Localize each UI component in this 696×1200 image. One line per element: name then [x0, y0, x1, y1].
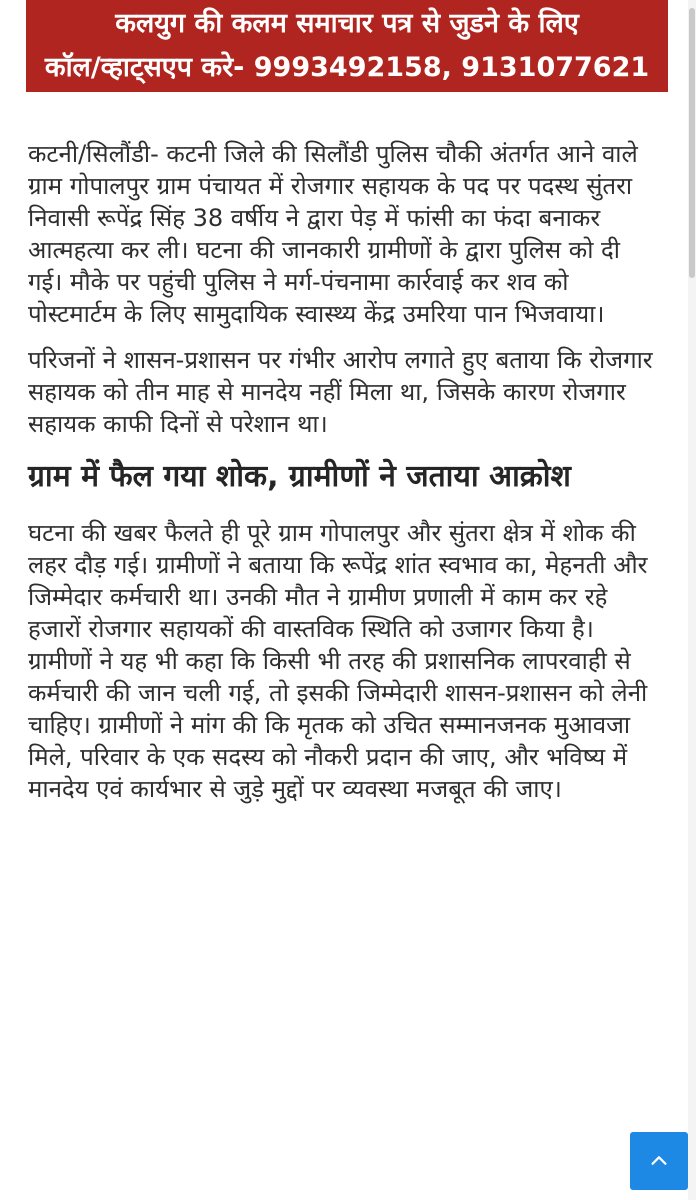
article-paragraph-3: घटना की खबर फैलते ही पूरे ग्राम गोपालपुर और सुंतरा क्षेत्र में शोक की लहर दौड़ गई। ग्रामीणों ने बताया कि रूपेंद्र शांत स्वभाव का, मेहनती और जिम्मेदार कर्मचारी था। उनकी मौत ने ग्रामीण प्रणाली में काम कर रहे हजारों रोजगार सहायकों की वास्तविक स्थिति को उजागर किया है। ग्रामीणों ने यह भी कहा कि किसी भी तरह की प्रशासनिक लापरवाही से कर्मचारी की जान चली गई, तो इसकी जिम्मेदारी शासन-प्रशासन को लेनी चाहिए। ग्रामीणों ने मांग की कि मृतक को उचित सम्मानजनक मुआवजा मिले, परिवार के एक सदस्य को नौकरी प्रदान की जाए, और भविष्य में मानदेय एवं कार्यभार से जुड़े मुद्दों पर व्यवस्था मजबूत की जाए।: [28, 519, 648, 803]
promo-banner: [26, 0, 668, 92]
banner-contact-line: कॉल/व्हाट्सएप करे- 9993492158, 9131077621: [44, 52, 650, 83]
article-subheading: ग्राम में फैल गया शोक, ग्रामीणों ने जताया आक्रोश: [28, 459, 571, 494]
article-body: [28, 138, 656, 819]
chevron-up-icon: [648, 1150, 670, 1172]
scrollbar-thumb[interactable]: [689, 8, 695, 278]
banner-line-1: कलयुग की कलम समाचार पत्र से जुडने के लिए: [115, 8, 579, 39]
article-paragraph-2: परिजनों ने शासन-प्रशासन पर गंभीर आरोप लगाते हुए बताया कि रोजगार सहायक को तीन माह से मानदेय नहीं मिला था, जिसके कारण रोजगार सहायक काफी दिनों से परेशान था।: [28, 346, 653, 438]
scroll-to-top-button[interactable]: [630, 1132, 688, 1190]
article-paragraph-1: कटनी/सिलौंडी- कटनी जिले की सिलौंडी पुलिस चौकी अंतर्गत आने वाले ग्राम गोपालपुर ग्राम पंचायत में रोजगार सहायक के पद पर पदस्थ सुंतरा निवासी रूपेंद्र सिंह 38 वर्षीय ने द्वारा पेड़ में फांसी का फंदा बनाकर आत्महत्या कर ली। घटना की जानकारी ग्रामीणों के द्वारा पुलिस को दी गई। मौके पर पहुंची पुलिस ने मर्ग-पंचनामा कार्रवाई कर शव को पोस्टमार्टम के लिए सामुदायिक स्वास्थ्य केंद्र उमरिया पान भिजवाया।: [28, 140, 638, 328]
page-scrollbar[interactable]: [688, 0, 696, 1200]
